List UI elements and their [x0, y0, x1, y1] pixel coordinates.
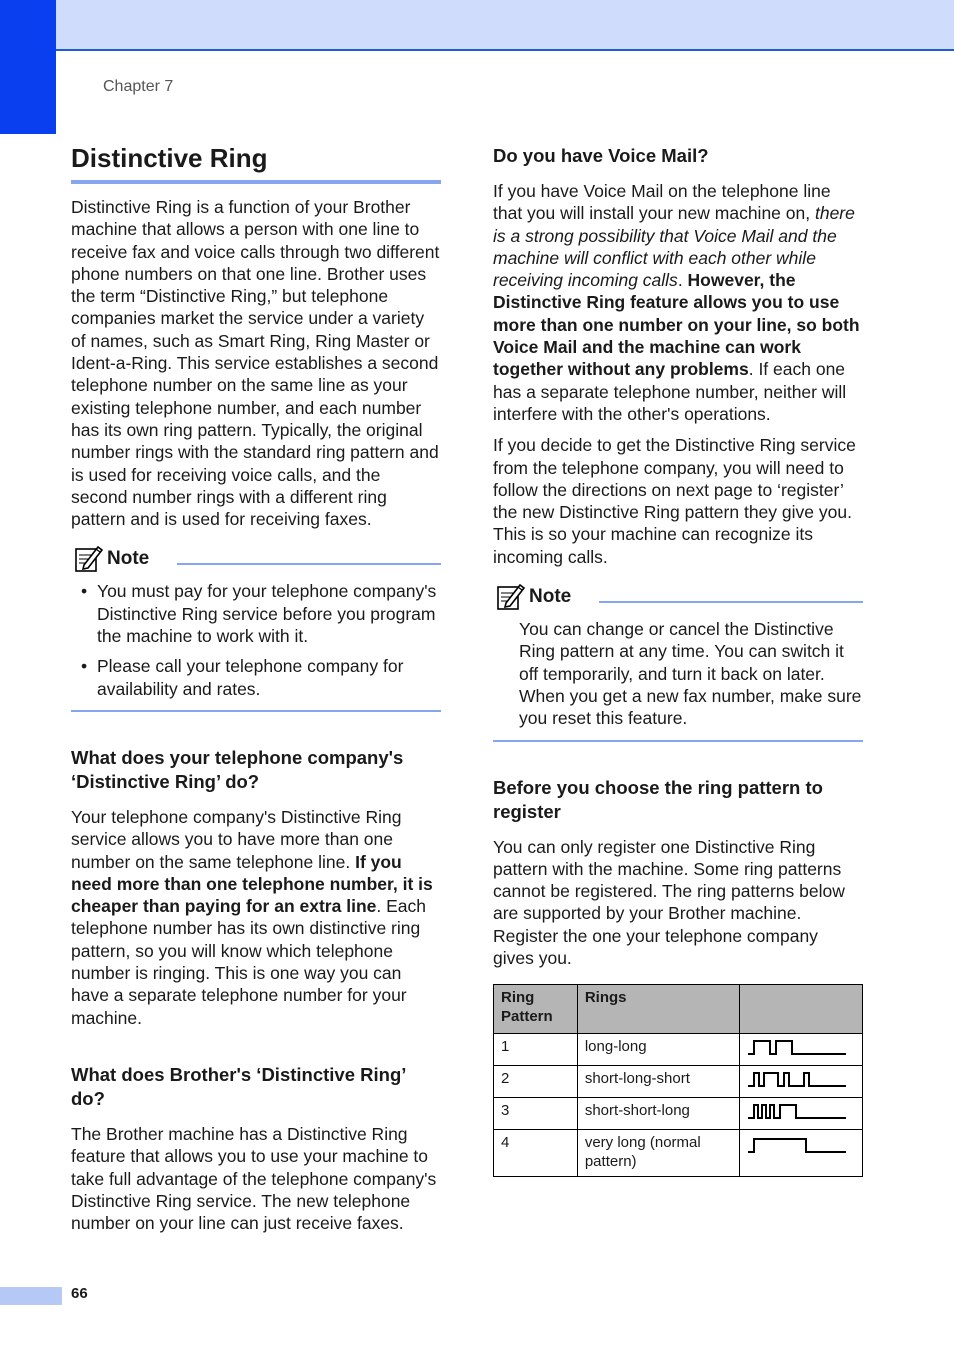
italic-run: there is a strong possibility that Voice Mail and the machine will conflict with each other while receiving incoming calls [493, 203, 855, 291]
section-paragraph: The Brother machine has a Distinctive Ring feature that allows you to use your machine to take full advantage of the telephone company's Distinctive Ring service. The new telephone number on your line can just receive faxes. [71, 1123, 437, 1234]
table-row [494, 1066, 863, 1098]
intro-paragraph: Distinctive Ring is a function of your Brother machine that allows a person with one line to receive fax and voice calls through two different phone numbers on that one line. Brother uses the term “Distinctive Ring,” but telephone companies market the service under a variety of names, such as Smart Ring, Ring Master or Ident-a-Ring. This service establishes a second telephone number on the same line as your existing telephone number, and each number has its own ring pattern. Typically, the original number rings with the standard ring pattern and is used for receiving voice calls, and the second number rings with a different ring pattern and is used for receiving faxes. [71, 197, 440, 530]
ring-description: very long (normal pattern) [577, 1130, 739, 1177]
section-paragraph: If you decide to get the Distinctive Ring service from the telephone company, you will need to follow the directions on next page to ‘register’ the new Distinctive Ring pattern they give you. This is so your machine can recognize its incoming calls. [493, 435, 856, 567]
note-body [493, 610, 863, 741]
text-run: . Each telephone number has its own distinctive ring pattern, so you will know which telephone number is ringing. This is one way you can have a separate telephone number for your machine. [71, 896, 426, 1028]
ring-description: short-short-long [577, 1098, 739, 1130]
note-list [71, 580, 441, 699]
note-text: You can change or cancel the Distinctive Ring pattern at any time. You can switch it off temporarily, and turn it back on later. When you get a new fax number, make sure you reset this feature. [519, 619, 862, 729]
chapter-label: Chapter 7 [103, 78, 174, 95]
ring-waveform-short-short-long [746, 1102, 848, 1120]
text-run: . If each one has a separate telephone number, neither will interfere with the other's operations. [493, 359, 847, 424]
ring-waveform-cell [740, 1066, 863, 1098]
left-column [71, 142, 441, 1234]
table-row [494, 1034, 863, 1066]
section-paragraph [493, 180, 863, 425]
note-label: Note [107, 548, 150, 570]
header-band [0, 0, 954, 51]
note-rule [599, 601, 863, 603]
chapter-tab [0, 0, 56, 134]
section-heading-telephone-company: What does your telephone company's ‘Distinctive Ring’ do? [71, 746, 404, 792]
section-heading-ring-pattern: Before you choose the ring pattern to register [493, 776, 823, 822]
note-box [493, 584, 863, 741]
note-box [71, 546, 441, 711]
note-header [493, 584, 863, 610]
section-paragraph: You can only register one Distinctive Ring pattern with the machine. Some ring patterns cannot be registered. The ring patterns below are supported by your Brother machine. Register the one your telephone company gives you. [493, 836, 845, 969]
section-paragraph [71, 806, 441, 1029]
note-item: • Please call your telephone company for availability and rates. [71, 655, 441, 700]
page-title: Distinctive Ring [71, 142, 441, 184]
bold-run: If you need more than one telephone number, it is cheaper than paying for an extra line [71, 851, 433, 917]
footer-band [0, 1287, 62, 1305]
note-label: Note [529, 586, 572, 608]
ring-waveform-short-long-short [746, 1070, 848, 1088]
note-pencil-icon [496, 582, 526, 612]
note-pencil-icon [74, 544, 104, 574]
ring-description: long-long [577, 1034, 739, 1066]
ring-number: 2 [494, 1066, 578, 1098]
ring-number: 1 [494, 1034, 578, 1066]
text-run: If you have Voice Mail on the telephone line that you will install your new machine on, [493, 181, 831, 224]
note-header [71, 546, 441, 572]
page-number: 66 [71, 1285, 88, 1302]
table-header-row [494, 985, 863, 1034]
ring-waveform-long-long [746, 1038, 848, 1056]
table-row [494, 1098, 863, 1130]
section-heading-voice-mail: Do you have Voice Mail? [493, 145, 709, 166]
text-run: . [677, 270, 688, 291]
ring-waveform-cell [740, 1130, 863, 1177]
ring-waveform-cell [740, 1034, 863, 1066]
ring-pattern-table [493, 984, 863, 1177]
text-run: Your telephone company's Distinctive Ring service allows you to have more than one number on the same telephone line. [71, 806, 402, 872]
table-header-ring-pattern: Ring Pattern [494, 985, 578, 1034]
table-row [494, 1130, 863, 1177]
note-rule [177, 563, 441, 565]
table-header-rings: Rings [577, 985, 739, 1034]
section-heading-brother: What does Brother's ‘Distinctive Ring’ do? [71, 1063, 406, 1109]
note-item: • You must pay for your telephone company's Distinctive Ring service before you program the machine to work with it. [71, 580, 441, 647]
table-header-pattern [740, 985, 863, 1034]
ring-waveform-very-long [746, 1136, 848, 1154]
right-column [493, 142, 863, 969]
ring-number: 3 [494, 1098, 578, 1130]
bold-run: However, the Distinctive Ring feature allows you to use more than one number on your line, so both Voice Mail and the machine can work together without any problems [493, 270, 860, 380]
ring-description: short-long-short [577, 1066, 739, 1098]
note-body [71, 580, 441, 711]
ring-number: 4 [494, 1130, 578, 1177]
ring-waveform-cell [740, 1098, 863, 1130]
